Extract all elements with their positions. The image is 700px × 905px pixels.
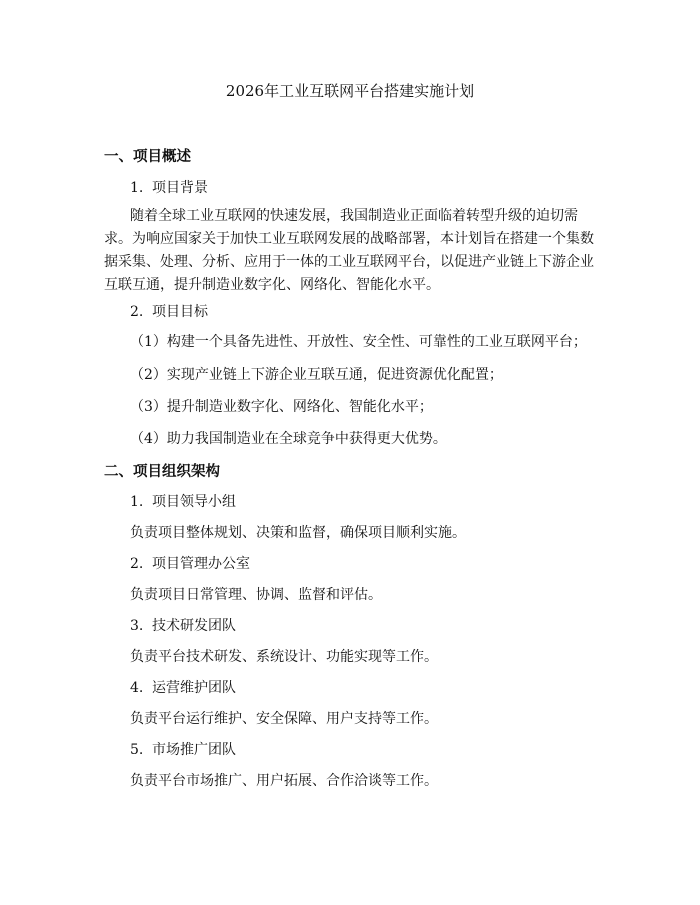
subsection-goals (130, 301, 208, 321)
subsection-number: 1. (130, 494, 144, 510)
subsection-description: 负责平台市场推广、用户拓展、合作洽谈等工作。 (130, 773, 438, 789)
subsection-description: 负责项目整体规划、决策和监督，确保项目顺利实施。 (130, 525, 466, 541)
subsection-pmo (130, 553, 250, 573)
subsection-label: 项目目标 (152, 304, 208, 320)
subsection-leadership-group (130, 491, 236, 511)
subsection-label: 技术研发团队 (152, 618, 236, 634)
section-heading-organization: 二、项目组织架构 (104, 463, 220, 480)
subsection-number: 5. (130, 742, 144, 758)
subsection-marketing-team (130, 739, 236, 759)
goal-item: （3）提升制造业数字化、网络化、智能化水平； (130, 399, 433, 415)
subsection-description: 负责项目日常管理、协调、监督和评估。 (130, 587, 382, 603)
goal-item: （2）实现产业链上下游企业互联互通，促进资源优化配置； (130, 367, 503, 383)
goal-item: （1）构建一个具备先进性、开放性、安全性、可靠性的工业互联网平台； (130, 334, 587, 350)
section-heading-overview: 一、项目概述 (104, 148, 191, 165)
subsection-background (130, 177, 208, 197)
subsection-label: 项目背景 (152, 180, 208, 196)
document-title: 2026年工业互联网平台搭建实施计划 (225, 82, 475, 100)
subsection-description: 负责平台运行维护、安全保障、用户支持等工作。 (130, 711, 438, 727)
subsection-rd-team (130, 615, 236, 635)
subsection-number: 2. (130, 556, 144, 572)
goal-item: （4）助力我国制造业在全球竞争中获得更大优势。 (130, 431, 447, 447)
background-paragraph: 随着全球工业互联网的快速发展，我国制造业正面临着转型升级的迫切需求。为响应国家关于加快工业互联网发展的战略部署，本计划旨在搭建一个集数据采集、处理、分析、应用于一体的工业互联网平台，以促进产业链上下游企业互联互通，提升制造业数字化、网络化、智能化水平。 (104, 208, 594, 293)
subsection-label: 运营维护团队 (152, 680, 236, 696)
subsection-label: 项目管理办公室 (152, 556, 250, 572)
subsection-number: 4. (130, 680, 144, 696)
subsection-number: 1. (130, 180, 144, 196)
subsection-number: 2. (130, 304, 144, 320)
subsection-label: 项目领导小组 (152, 494, 236, 510)
subsection-number: 3. (130, 618, 144, 634)
subsection-description: 负责平台技术研发、系统设计、功能实现等工作。 (130, 649, 438, 665)
subsection-operations-team (130, 677, 236, 697)
subsection-label: 市场推广团队 (152, 742, 236, 758)
